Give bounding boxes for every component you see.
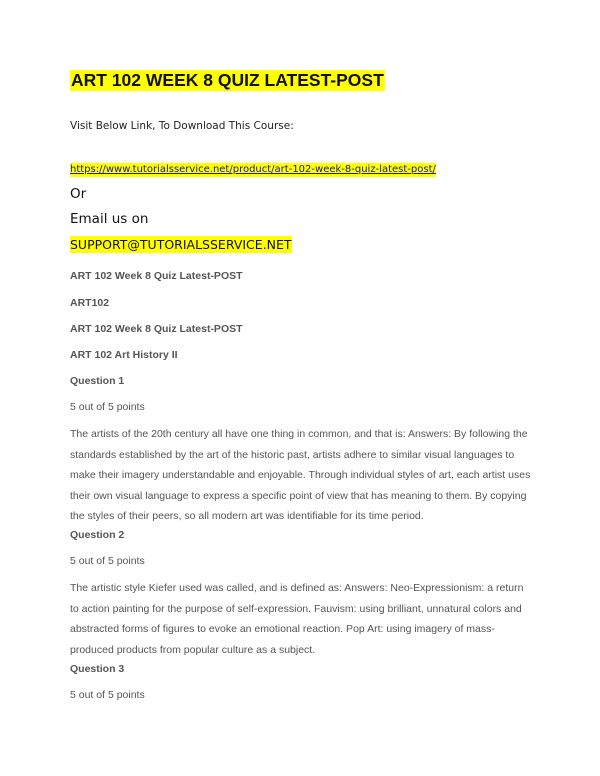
question-points: 5 out of 5 points xyxy=(70,555,145,567)
question-label: Question 2 xyxy=(70,529,125,541)
or-text: Or xyxy=(70,186,87,202)
question-label: Question 1 xyxy=(70,375,125,387)
question-points: 5 out of 5 points xyxy=(70,401,145,413)
intro-text: Visit Below Link, To Download This Course: xyxy=(70,120,294,132)
header-line: ART 102 Week 8 Quiz Latest-POST xyxy=(70,270,243,282)
header-line: ART 102 Art History II xyxy=(70,349,178,361)
question-text: The artistic style Kiefer used was called, and is defined as: Answers: Neo-Expressionism: a return to action painting for the purpose of self-expression. Fauvism: using brilliant, unnatural colors and abstracted forms of figures to evoke an emotional reaction. Pop Art: using imagery of mass-produced products from popular culture as a subject. xyxy=(70,582,524,656)
document-title: ART 102 WEEK 8 QUIZ LATEST-POST xyxy=(71,70,384,90)
question-label: Question 3 xyxy=(70,663,125,675)
question-text: The artists of the 20th century all have one thing in common, and that is: Answers: By following the standards established by the art of the historic past, artists adhere to similar visual languages to make their imagery understandable and enjoyable. Through individual styles of art, each artist uses their own visual language to express a specific point of view that has meaning to them. By copying the styles of their peers, so all modern art was identifiable for its time period. xyxy=(70,428,531,522)
course-link[interactable]: https://www.tutorialsservice.net/product/art-102-week-8-quiz-latest-post/ xyxy=(70,164,436,175)
support-email[interactable]: SUPPORT@TUTORIALSSERVICE.NET xyxy=(70,237,292,252)
question-points: 5 out of 5 points xyxy=(70,689,145,701)
email-label: Email us on xyxy=(70,211,149,227)
header-line: ART102 xyxy=(70,297,110,309)
header-line: ART 102 Week 8 Quiz Latest-POST xyxy=(70,323,243,335)
